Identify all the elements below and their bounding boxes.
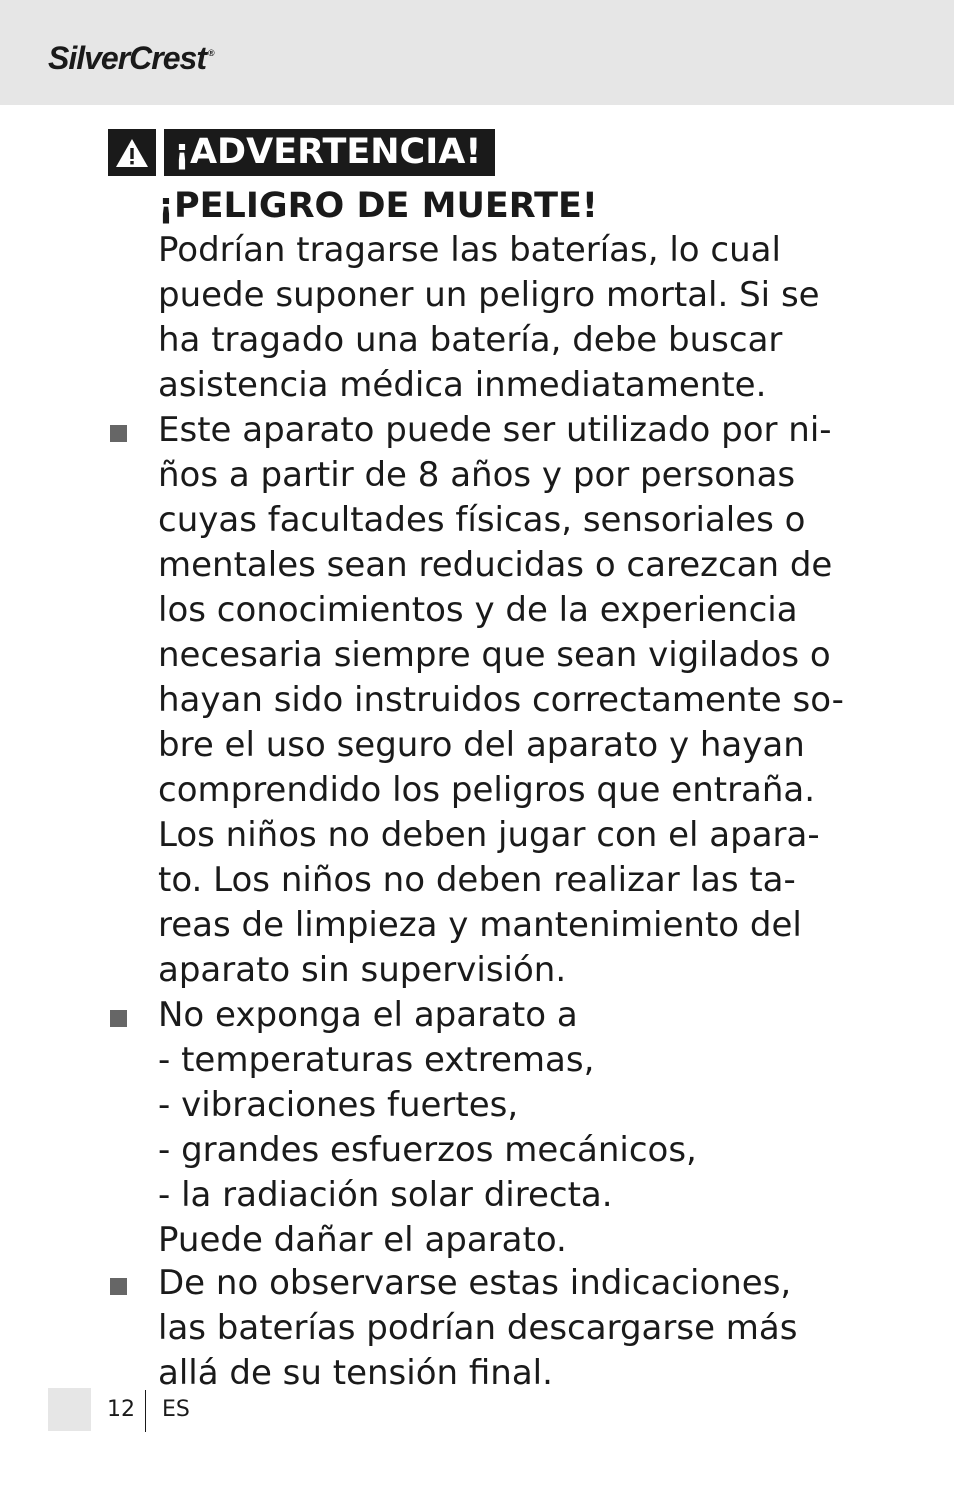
bullet-paragraph-exposure: [158, 993, 697, 1263]
bullet-marker: [110, 1010, 127, 1027]
bullet-marker: [110, 1278, 127, 1295]
danger-title: ¡PELIGRO DE MUERTE!: [158, 186, 598, 226]
warning-triangle-icon: [108, 129, 156, 176]
page-number: 12: [107, 1397, 135, 1422]
text-line: - vibraciones fuertes,: [158, 1085, 519, 1125]
text-line: - temperaturas extremas,: [158, 1040, 595, 1080]
text-line: asistencia médica inmediatamente.: [158, 365, 767, 405]
brand-logo: [48, 40, 214, 77]
footer-marker-box: [48, 1388, 91, 1431]
text-line: mentales sean reducidas o carezcan de: [158, 545, 833, 585]
text-line: bre el uso seguro del aparato y hayan: [158, 725, 805, 765]
text-line: - la radiación solar directa.: [158, 1175, 613, 1215]
text-line: - grandes esfuerzos mecánicos,: [158, 1130, 697, 1170]
warning-heading: [108, 129, 495, 176]
bullet-marker: [110, 425, 127, 442]
text-line: ha tragado una batería, debe buscar: [158, 320, 783, 360]
text-line: puede suponer un peligro mortal. Si se: [158, 275, 820, 315]
bullet-paragraph-children: [158, 408, 844, 993]
text-line: Los niños no deben jugar con el apara-: [158, 815, 820, 855]
text-line: hayan sido instruidos correctamente so-: [158, 680, 844, 720]
warning-label: ¡ADVERTENCIA!: [164, 129, 495, 176]
registered-mark: ®: [207, 48, 214, 58]
text-line: reas de limpieza y mantenimiento del: [158, 905, 802, 945]
text-line: to. Los niños no deben realizar las ta-: [158, 860, 796, 900]
text-line: allá de su tensión final.: [158, 1353, 553, 1393]
text-line: No exponga el aparato a: [158, 995, 578, 1035]
text-line: necesaria siempre que sean vigilados o: [158, 635, 831, 675]
text-line: Puede dañar el aparato.: [158, 1220, 567, 1260]
text-line: Este aparato puede ser utilizado por ni-: [158, 410, 832, 450]
text-line: aparato sin supervisión.: [158, 950, 567, 990]
text-line: las baterías podrían descargarse más: [158, 1308, 798, 1348]
text-line: comprendido los peligros que entraña.: [158, 770, 816, 810]
brand-name: SilverCrest: [48, 40, 206, 76]
text-line: ños a partir de 8 años y por personas: [158, 455, 796, 495]
header-bar: [0, 0, 954, 105]
text-line: Podrían tragarse las baterías, lo cual: [158, 230, 781, 270]
page-language: ES: [162, 1397, 190, 1422]
text-line: cuyas facultades físicas, sensoriales o: [158, 500, 806, 540]
text-line: De no observarse estas indicaciones,: [158, 1263, 792, 1303]
warning-paragraph: [158, 228, 820, 408]
footer-divider: [145, 1390, 146, 1432]
bullet-paragraph-batteries: [158, 1261, 797, 1396]
text-line: los conocimientos y de la experiencia: [158, 590, 798, 630]
